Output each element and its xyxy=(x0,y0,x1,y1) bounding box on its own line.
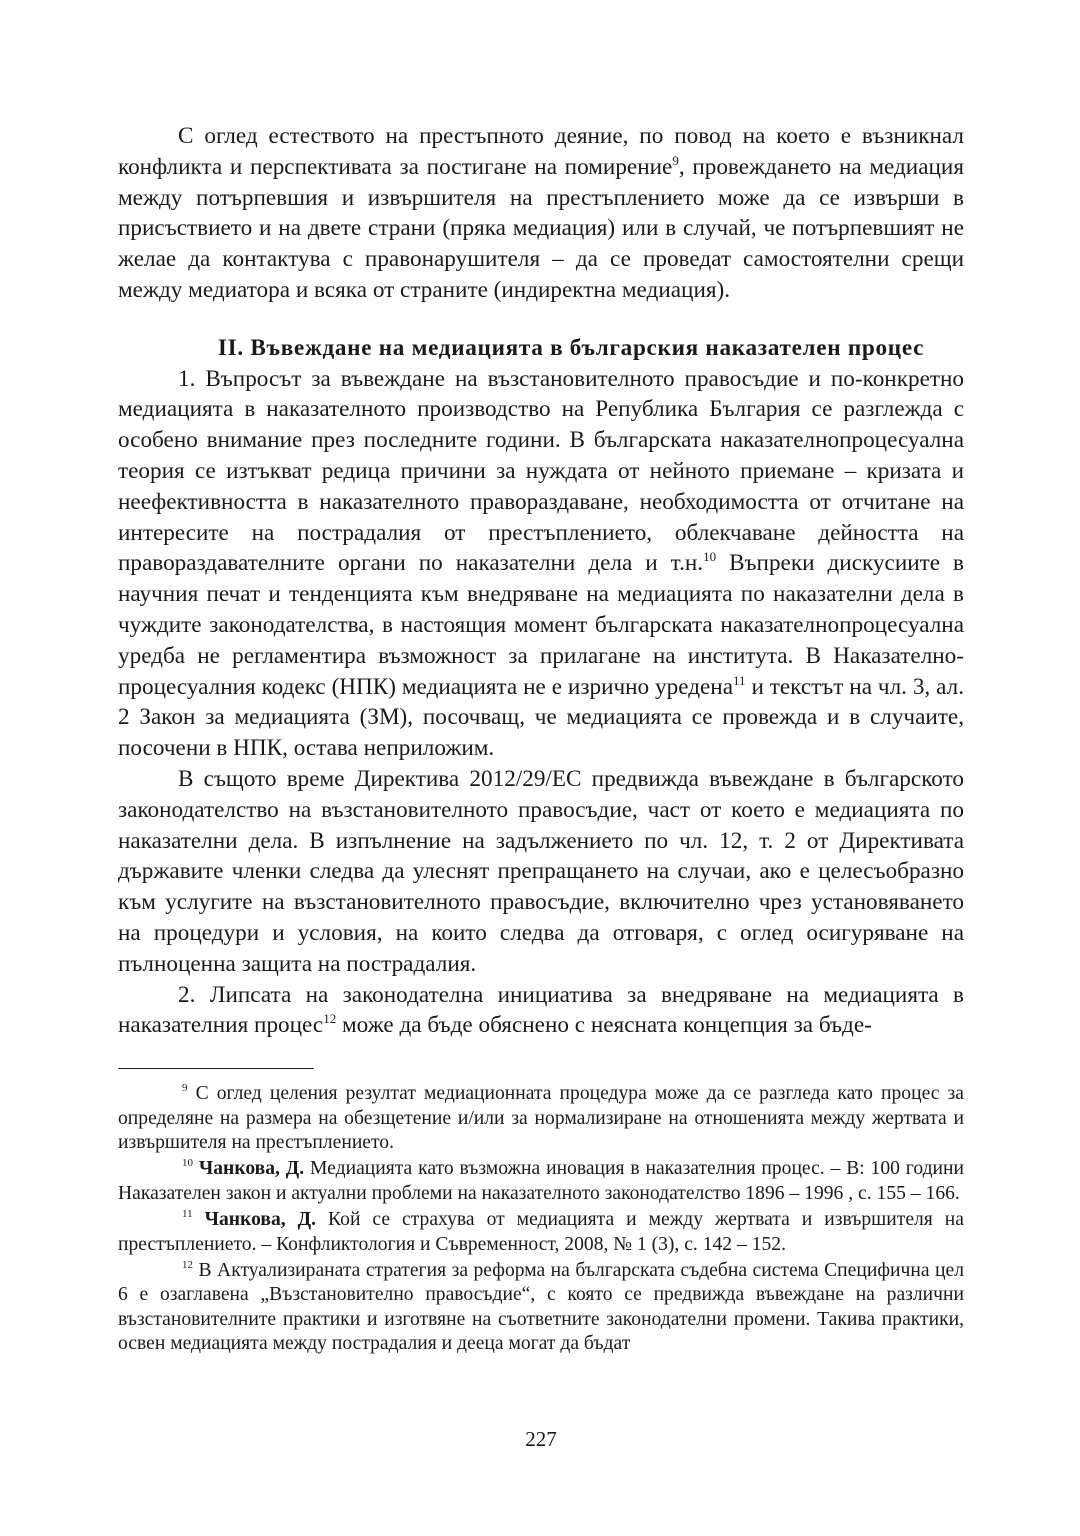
footnote-12: $^{12}$ В Актуализираната стратегия за реформа на българската съдебна система Специфична цел 6 е озаглавена „Възстановително правосъдие“, с която се предвижда въвеждане на различни възстановителните практики и изготвяне на съответните законодателни промени. Такива практики, освен медиацията между пострадалия и дееца могат да бъдат xyxy=(118,1258,964,1355)
footnote-separator xyxy=(118,1068,314,1069)
document-page xyxy=(118,121,964,1501)
main-text xyxy=(118,121,964,1041)
footnote-ref-10[interactable]: 10 xyxy=(703,549,717,565)
footnotes xyxy=(118,1082,964,1356)
paragraph-2: 1. Въпросът за въвеждане на възстановителното правосъдие и по-конкретно медиацията в наказателното производство на Република България се разглежда с особено внимание през последните години. В българската наказателнопроцесуална теория се изтъкват редица причини за нуждата от нейното приемане – кризата и неефективността в наказателното правораздаване, необходимостта от отчитане на интересите на пострадалия от престъплението, облекчаване дейността на правораздавателните органи по наказателни дела и т.н.$^{10}$ Въпреки дискусиите в научния печат и тенденцията към внедряване на медиацията по наказателни дела в чуждите законодателства, в настоящия момент българската наказателнопроцесуална уредба не регламентира възможност за прилагане на института. В Наказателно-процесуалния кодекс (НПК) медиацията не е изрично уредена$^{11}$ и текстът на чл. 3, ал. 2 Закон за медиацията (ЗМ), посочващ, че медиацията се провежда и в случаите, посочени в НПК, остава неприложим. xyxy=(118,365,964,762)
footnote-11: $^{11}$ Чанкова, Д. Кой се страхува от медиацията и между жертвата и извършителя на престъплението. – Конфликтология и Съвременност, 2008, № 1 (3), с. 142 – 152. xyxy=(118,1208,964,1255)
paragraph-4: 2. Липсата на законодателна инициатива за внедряване на медиацията в наказателния процес$^{12}$ може да бъде обяснено с неясната концепция за бъде- xyxy=(118,981,964,1039)
page-number: 227 xyxy=(525,1427,557,1451)
footnote-ref-9[interactable]: 9 xyxy=(672,152,679,168)
paragraph-3: В същото време Директива 2012/29/ЕС предвижда въвеждане в българското законодателство на възстановителното правосъдие, част от което е медиацията по наказателни дела. В изпълнение на задължението по чл. 12, т. 2 от Директивата държавите членки следва да улеснят препращането на случаи, ако е целесъобразно към услугите на възстановителното правосъдие, включително чрез установяването на процедури и условия, на които следва да отговаря, с оглед осигуряване на пълноценна защита на пострадалия. xyxy=(118,765,964,977)
paragraph-1: С оглед естеството на престъпното деяние, по повод на което е възникнал конфликта и перспективата за постигане на помирение$^9$, провеждането на медиация между потърпевшия и извършителя на престъплението може да се извърши в присъствието и на двете страни (пряка медиация) или в случай, че потърпевшият не желае да контактува с правонарушителя – да се проведат самостоятелни срещи между медиатора и всяка от страните (индиректна медиация). xyxy=(118,123,964,303)
section-heading: II. Въвеждане на медиацията в българския наказателен процес xyxy=(217,334,925,361)
footnote-9: $^9$ С оглед целения резултат медиационната процедура може да се разгледа като процес за определяне на размера на обезщетение и/или за нормализиране на отношенията между жертвата и извършителя на престъплението. xyxy=(118,1082,964,1153)
footnote-ref-12[interactable]: 12 xyxy=(323,1011,337,1027)
footnote-ref-11[interactable]: 11 xyxy=(733,672,746,688)
footnote-10: $^{10}$ Чанкова, Д. Медиацията като възможна иновация в наказателния процес. – В: 100 години Наказателен закон и актуални проблеми на наказателното законодателство 1896 – 1996 , с. 155 – 166. xyxy=(118,1157,964,1204)
